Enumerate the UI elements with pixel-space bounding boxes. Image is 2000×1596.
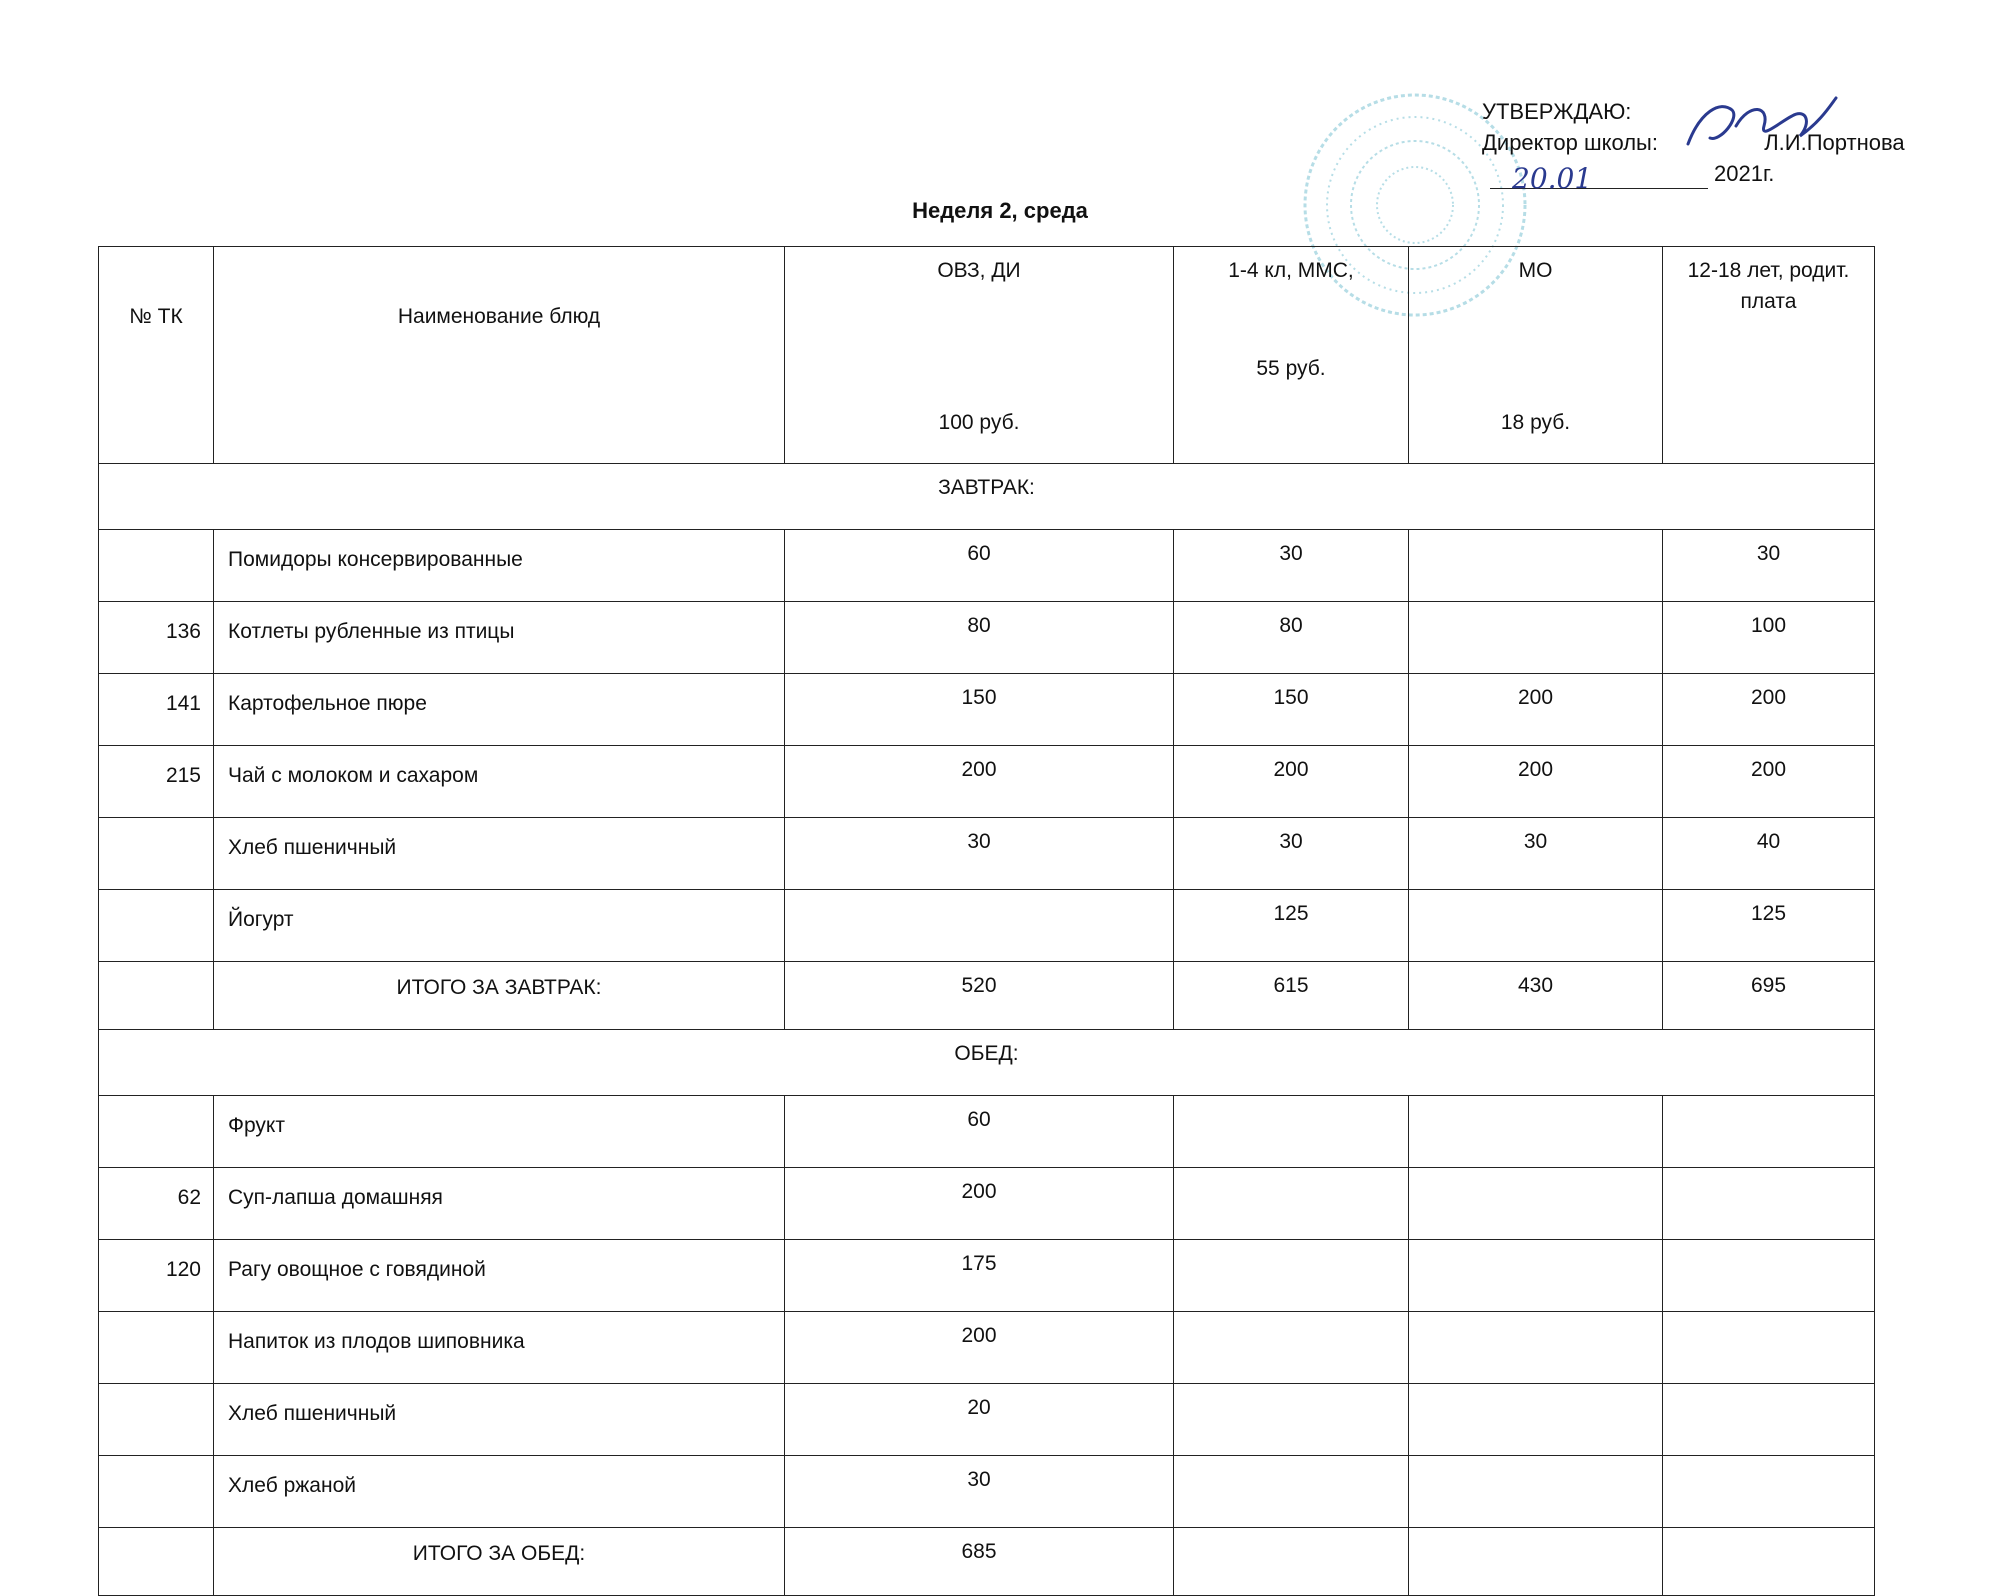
table-row [99,530,1875,602]
tk-number [99,1456,214,1528]
director-label: Директор школы: [1482,130,1658,155]
portion-col2 [1174,1168,1409,1240]
table-row [99,674,1875,746]
page-title: Неделя 2, среда [912,198,1088,223]
portion-col3 [1409,1096,1663,1168]
portion-col1: 30 [785,1456,1174,1528]
tk-number: 215 [99,746,214,818]
table-row [99,890,1875,962]
table-row [99,746,1875,818]
header-name: Наименование блюд [214,247,785,464]
approval-year: 2021г. [1714,161,1775,186]
portion-col4 [1663,1456,1875,1528]
portion-col2: 30 [1174,530,1409,602]
portion-col1: 60 [785,530,1174,602]
table-cell [99,1528,214,1596]
portion-col1: 80 [785,602,1174,674]
header-col1: ОВЗ, ДИ 100 руб. [785,247,1174,464]
portion-col3 [1409,1240,1663,1312]
tk-number [99,1312,214,1384]
lunch-label: ОБЕД: [99,1030,1875,1096]
tk-number [99,530,214,602]
portion-col1: 200 [785,1168,1174,1240]
portion-col3: 200 [1409,674,1663,746]
dish-name: Котлеты рубленные из птицы [214,602,785,674]
section-breakfast [99,464,1875,530]
header-col3: МО 18 руб. [1409,247,1663,464]
header-tk: № ТК [99,247,214,464]
lunch-total-c3 [1409,1528,1663,1596]
portion-col4 [1663,1384,1875,1456]
approval-heading: УТВЕРЖДАЮ: [1482,99,1632,124]
portion-col4 [1663,1168,1875,1240]
portion-col2: 200 [1174,746,1409,818]
lunch-total-c4 [1663,1528,1875,1596]
dish-name: Рагу овощное с говядиной [214,1240,785,1312]
tk-number [99,890,214,962]
portion-col4 [1663,1240,1875,1312]
dish-name: Суп-лапша домашняя [214,1168,785,1240]
portion-col1: 200 [785,1312,1174,1384]
portion-col3 [1409,1456,1663,1528]
portion-col1: 175 [785,1240,1174,1312]
portion-col1: 200 [785,746,1174,818]
tk-number: 136 [99,602,214,674]
dish-name: Картофельное пюре [214,674,785,746]
portion-col3 [1409,602,1663,674]
portion-col4: 40 [1663,818,1875,890]
portion-col2: 30 [1174,818,1409,890]
portion-col1 [785,890,1174,962]
tk-number [99,818,214,890]
portion-col1: 60 [785,1096,1174,1168]
portion-col3 [1409,530,1663,602]
portion-col2 [1174,1240,1409,1312]
tk-number [99,1384,214,1456]
portion-col3: 200 [1409,746,1663,818]
breakfast-total-c2: 615 [1174,962,1409,1030]
table-row [99,1240,1875,1312]
breakfast-total-row [99,962,1875,1030]
dish-name: Хлеб пшеничный [214,818,785,890]
portion-col3 [1409,890,1663,962]
portion-col2 [1174,1312,1409,1384]
portion-col3 [1409,1168,1663,1240]
portion-col3 [1409,1312,1663,1384]
portion-col2: 80 [1174,602,1409,674]
tk-number: 62 [99,1168,214,1240]
section-lunch [99,1030,1875,1096]
portion-col2: 150 [1174,674,1409,746]
dish-name: Напиток из плодов шиповника [214,1312,785,1384]
portion-col4 [1663,1096,1875,1168]
breakfast-total-label: ИТОГО ЗА ЗАВТРАК: [214,962,785,1030]
portion-col4: 125 [1663,890,1875,962]
lunch-total-c2 [1174,1528,1409,1596]
handwritten-date-text: 20.01 [1512,162,1593,195]
lunch-total-row [99,1528,1875,1596]
dish-name: Фрукт [214,1096,785,1168]
breakfast-rows [99,530,1875,962]
portion-col2 [1174,1096,1409,1168]
portion-col1: 30 [785,818,1174,890]
portion-col4: 100 [1663,602,1875,674]
breakfast-total-c1: 520 [785,962,1174,1030]
table-row [99,1384,1875,1456]
tk-number: 120 [99,1240,214,1312]
portion-col3 [1409,1384,1663,1456]
table-header-row [99,247,1875,464]
table-row [99,1456,1875,1528]
portion-col3: 30 [1409,818,1663,890]
breakfast-total-c4: 695 [1663,962,1875,1030]
portion-col1: 150 [785,674,1174,746]
portion-col4: 30 [1663,530,1875,602]
portion-col2: 125 [1174,890,1409,962]
dish-name: Йогурт [214,890,785,962]
menu-table [98,246,1875,1596]
table-row [99,1096,1875,1168]
portion-col4: 200 [1663,674,1875,746]
portion-col2 [1174,1456,1409,1528]
director-signature [1680,92,1840,162]
header-col4: 12-18 лет, родит. плата [1663,247,1875,464]
portion-col2 [1174,1384,1409,1456]
dish-name: Чай с молоком и сахаром [214,746,785,818]
lunch-total-label: ИТОГО ЗА ОБЕД: [214,1528,785,1596]
portion-col4: 200 [1663,746,1875,818]
header-col2: 1-4 кл, ММС, 55 руб. [1174,247,1409,464]
portion-col4 [1663,1312,1875,1384]
handwritten-date [1508,160,1608,196]
tk-number: 141 [99,674,214,746]
director-name: Л.И.Портнова [1764,130,1905,155]
breakfast-label: ЗАВТРАК: [99,464,1875,530]
table-row [99,1168,1875,1240]
dish-name: Хлеб ржаной [214,1456,785,1528]
breakfast-total-c3: 430 [1409,962,1663,1030]
dish-name: Хлеб пшеничный [214,1384,785,1456]
portion-col1: 20 [785,1384,1174,1456]
table-cell [99,962,214,1030]
table-row [99,1312,1875,1384]
tk-number [99,1096,214,1168]
table-row [99,818,1875,890]
lunch-rows [99,1096,1875,1528]
lunch-total-c1: 685 [785,1528,1174,1596]
dish-name: Помидоры консервированные [214,530,785,602]
table-row [99,602,1875,674]
